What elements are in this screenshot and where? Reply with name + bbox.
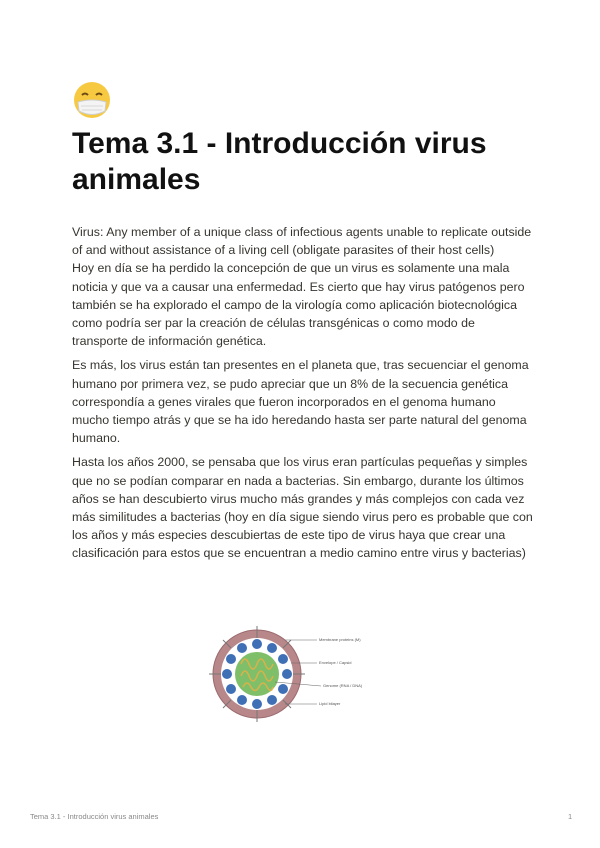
page-number: 1 — [568, 812, 573, 821]
paragraph: Hasta los años 2000, se pensaba que los virus eran partículas pequeñas y simples que no se podían comparar en nada a bacterias. Sin embargo, durante los últimos años se han descubierto virus mucho más grandes y más complejos con cada vez más similitudes a bacterias (hoy en día sigue siendo virus pero es probable que con los años y más especies descubiertas de este tipo de virus haya que crear una clasificación para estos que se encuentran a medio camino entre virus y bacterias) — [72, 455, 533, 561]
figure-label: Membrane proteins (M) — [319, 637, 361, 642]
paragraph: Virus: Any member of a unique class of infectious agents unable to replicate outside of and without assistance of a living cell (obligate parasites of their host cells) Hoy en día se ha perdido la concepción de que un virus es solamente una mala noticia y que va a causar una enfermedad. Es cierto que hay virus patógenos pero también se ha explorado el campo de la virología como aplicación biotecnológica como podría ser par la creación de células transgénicas o como modo de transporte de información genética. — [72, 225, 532, 349]
footer-title: Tema 3.1 - Introducción virus animales — [30, 812, 159, 821]
figure-label: Lipid bilayer — [319, 701, 341, 706]
paragraph: Es más, los virus están tan presentes en el planeta que, tras secuenciar el genoma humano por primera vez, se pudo apreciar que un 8% de la secuencia genética correspondía a genes virales que fueron incorporados en el genoma humano mucho tiempo atrás y que se ha ido heredando hasta ser parte natural del genoma humano. — [72, 358, 529, 446]
figure-label: Genome (RNA / DNA) — [323, 683, 363, 688]
face-with-medical-mask-icon — [72, 80, 112, 120]
virus-structure-diagram — [205, 624, 405, 724]
page-title: Tema 3.1 - Introducción virus animales — [72, 127, 487, 196]
body-content — [72, 223, 534, 569]
figure-label: Envelope / Capsid — [319, 660, 352, 665]
genome — [235, 652, 279, 696]
